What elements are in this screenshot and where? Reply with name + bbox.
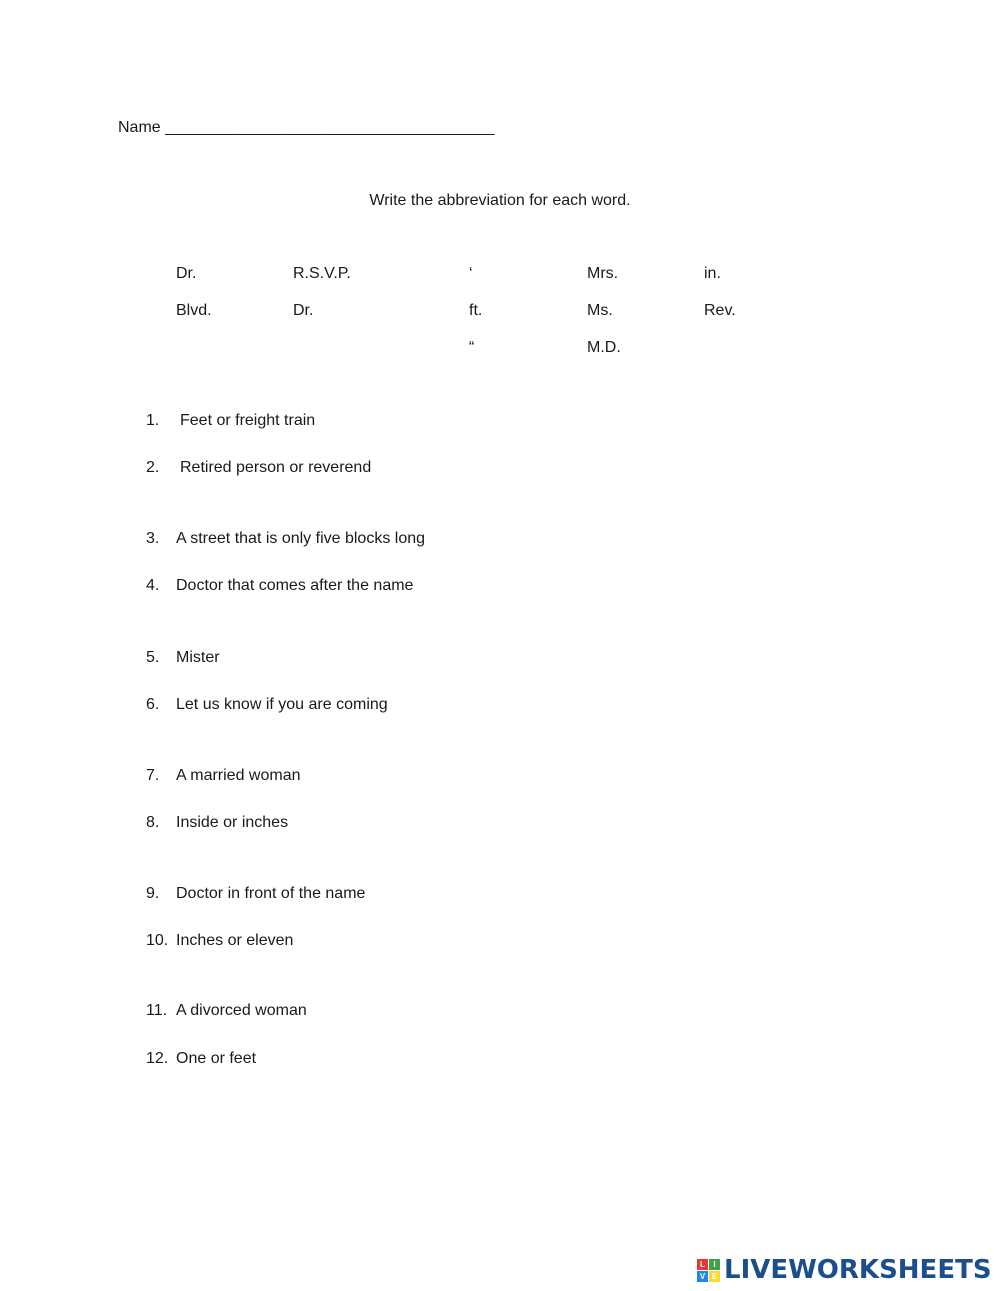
question-number: 12. [146, 1050, 169, 1067]
question-number: 7. [146, 767, 160, 784]
question-text: Retired person or reverend [180, 459, 372, 476]
question-number: 2. [146, 459, 160, 476]
logo-square: E [709, 1271, 720, 1282]
question-text: Let us know if you are coming [176, 696, 388, 713]
logo-square: I [709, 1259, 720, 1270]
name-field[interactable] [118, 118, 494, 138]
question-number: 8. [146, 814, 160, 831]
word-bank-item: Blvd. [176, 302, 212, 319]
logo-text: LIVEWORKSHEETS [724, 1255, 992, 1285]
word-bank-item: M.D. [587, 339, 621, 356]
question-text: A married woman [176, 767, 301, 784]
word-bank-item: R.S.V.P. [293, 265, 351, 282]
word-bank-item: Ms. [587, 302, 613, 319]
question-number: 9. [146, 885, 160, 902]
logo-square: V [697, 1271, 708, 1282]
question-text: A divorced woman [176, 1002, 307, 1019]
question-number: 11. [146, 1002, 168, 1019]
question-text: Inches or eleven [176, 932, 294, 949]
question-text: Doctor that comes after the name [176, 577, 414, 594]
question-number: 3. [146, 530, 160, 547]
question-text: One or feet [176, 1050, 257, 1067]
question-number: 4. [146, 577, 160, 594]
question-number: 10. [146, 932, 169, 949]
question-text: Inside or inches [176, 814, 289, 831]
word-bank-item: Mrs. [587, 265, 619, 282]
word-bank-item: Dr. [176, 265, 197, 282]
word-bank-item: in. [704, 265, 721, 282]
liveworksheets-logo [697, 1256, 992, 1284]
word-bank-item: ‘ [469, 265, 473, 282]
logo-icon [697, 1259, 720, 1282]
logo-square: L [697, 1259, 708, 1270]
question-number: 5. [146, 649, 160, 666]
question-number: 6. [146, 696, 160, 713]
name-blank[interactable]: _____________________________________ [165, 119, 495, 136]
question-text: Feet or freight train [180, 412, 316, 429]
question-text: Doctor in front of the name [176, 885, 366, 902]
question-text: Mister [176, 649, 220, 666]
name-label: Name [118, 119, 161, 136]
word-bank-item: Dr. [293, 302, 314, 319]
word-bank-item: ft. [469, 302, 483, 319]
question-number: 1. [146, 412, 160, 429]
instruction-text: Write the abbreviation for each word. [369, 192, 631, 209]
word-bank-item: Rev. [704, 302, 736, 319]
word-bank-item: “ [469, 339, 475, 356]
question-text: A street that is only five blocks long [176, 530, 426, 547]
